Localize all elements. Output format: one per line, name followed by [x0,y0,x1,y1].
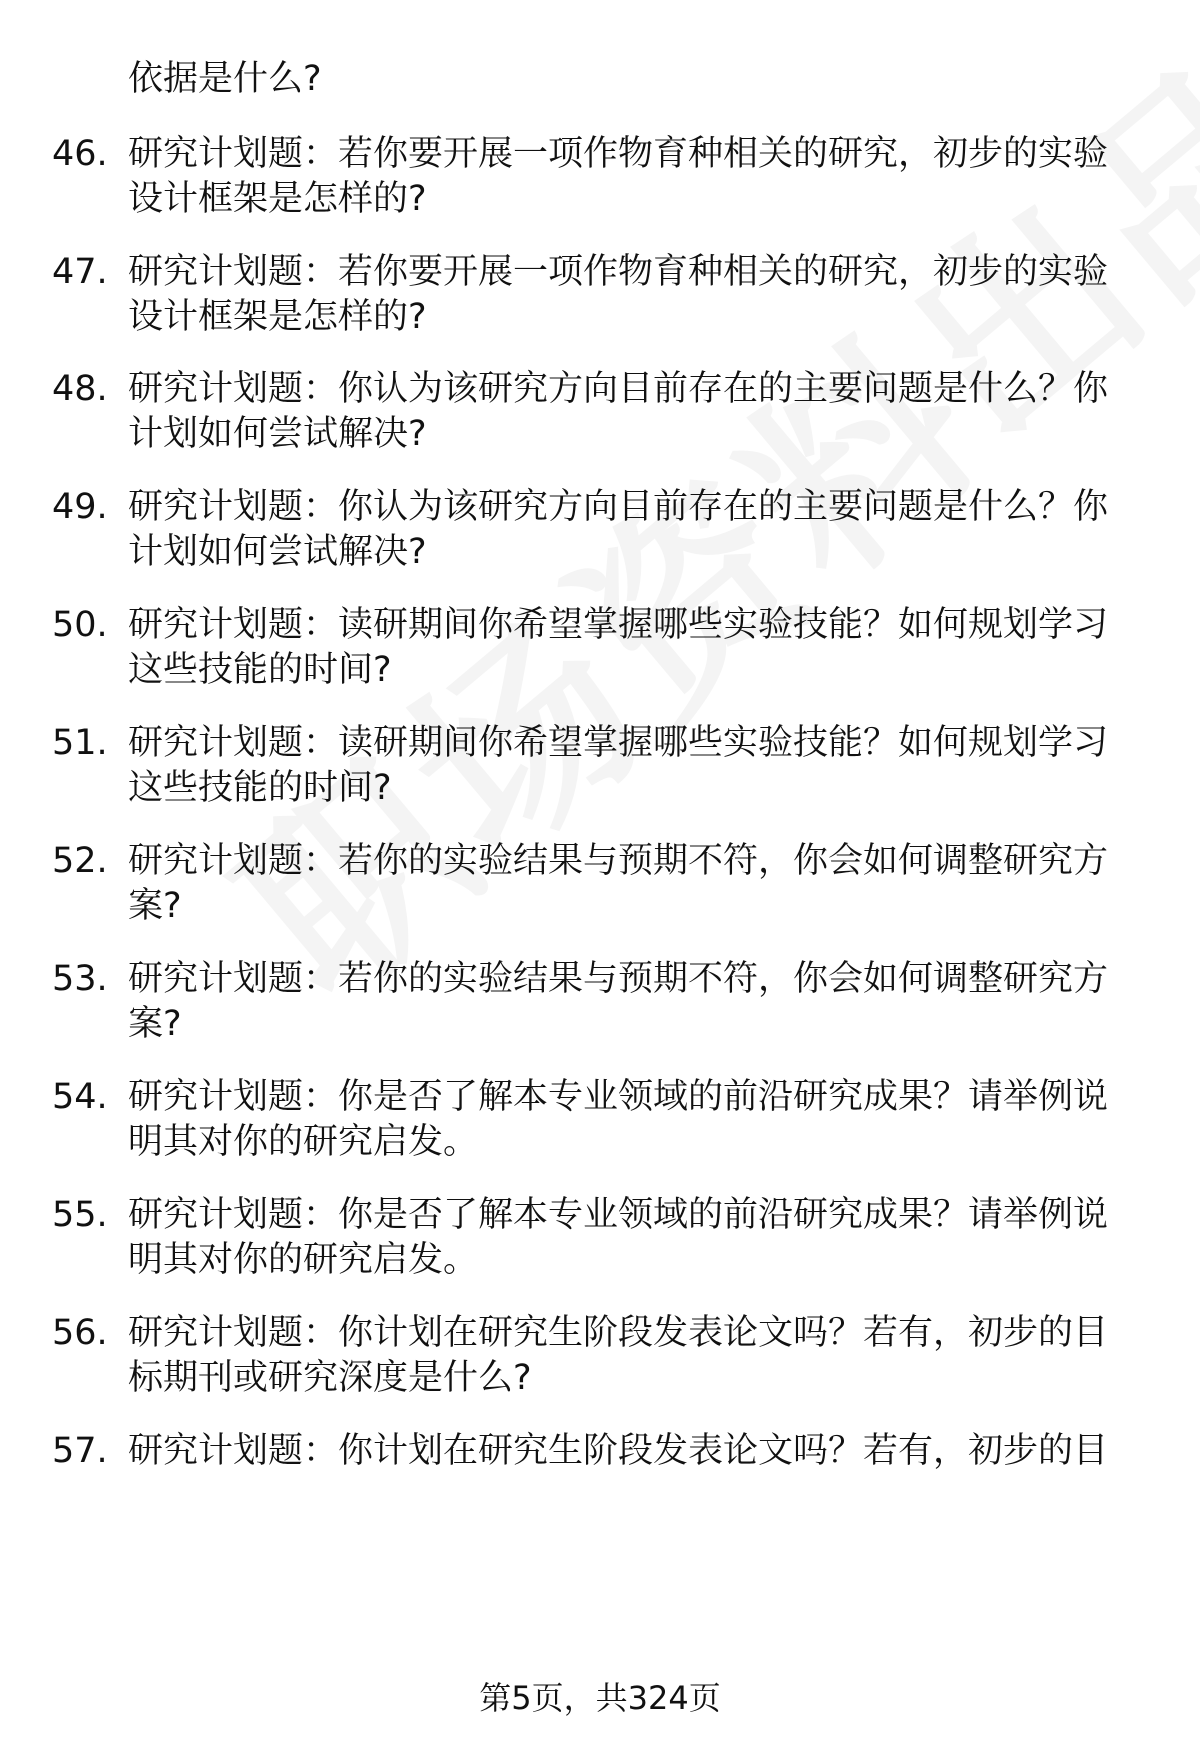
question-text: 案? [128,886,182,926]
question-number: 51. [52,723,108,763]
question-text: 这些技能的时间? [128,650,392,690]
question-text: 计划如何尝试解决? [128,532,427,572]
question-number: 50. [52,605,108,645]
question-text: 研究计划题：读研期间你希望掌握哪些实验技能？如何规划学习 [128,605,1109,645]
question-text: 研究计划题：你是否了解本专业领域的前沿研究成果？请举例说 [128,1077,1109,1117]
page-footer: 第5页，共324页 [479,1679,721,1717]
question-text: 设计框架是怎样的? [128,179,427,219]
question-text: 明其对你的研究启发。 [128,1122,479,1162]
question-number: 52. [52,841,108,881]
question-text: 研究计划题：你计划在研究生阶段发表论文吗？若有，初步的目 [128,1313,1109,1353]
question-text: 研究计划题：你计划在研究生阶段发表论文吗？若有，初步的目 [128,1431,1109,1471]
question-number: 49. [52,487,108,527]
question-text: 研究计划题：你认为该研究方向目前存在的主要问题是什么？你 [128,487,1109,527]
question-number: 54. [52,1077,108,1117]
question-text: 设计框架是怎样的? [128,297,427,337]
question-text: 标期刊或研究深度是什么? [128,1358,532,1398]
question-text: 明其对你的研究启发。 [128,1240,479,1280]
question-number: 53. [52,959,108,999]
question-text: 研究计划题：若你的实验结果与预期不符，你会如何调整研究方 [128,959,1109,999]
question-text: 研究计划题：你是否了解本专业领域的前沿研究成果？请举例说 [128,1195,1109,1235]
question-number: 47. [52,252,108,292]
question-number: 55. [52,1195,108,1235]
question-text: 研究计划题：若你的实验结果与预期不符，你会如何调整研究方 [128,841,1109,881]
question-text: 依据是什么? [128,59,322,99]
question-text: 研究计划题：若你要开展一项作物育种相关的研究，初步的实验 [128,252,1109,292]
question-text: 研究计划题：读研期间你希望掌握哪些实验技能？如何规划学习 [128,723,1109,763]
question-text: 这些技能的时间? [128,768,392,808]
question-text: 研究计划题：你认为该研究方向目前存在的主要问题是什么？你 [128,369,1109,409]
question-text: 计划如何尝试解决? [128,414,427,454]
question-text: 研究计划题：若你要开展一项作物育种相关的研究，初步的实验 [128,134,1109,174]
question-text: 案? [128,1004,182,1044]
question-number: 46. [52,134,108,174]
question-number: 48. [52,369,108,409]
question-number: 56. [52,1313,108,1353]
question-number: 57. [52,1431,108,1471]
